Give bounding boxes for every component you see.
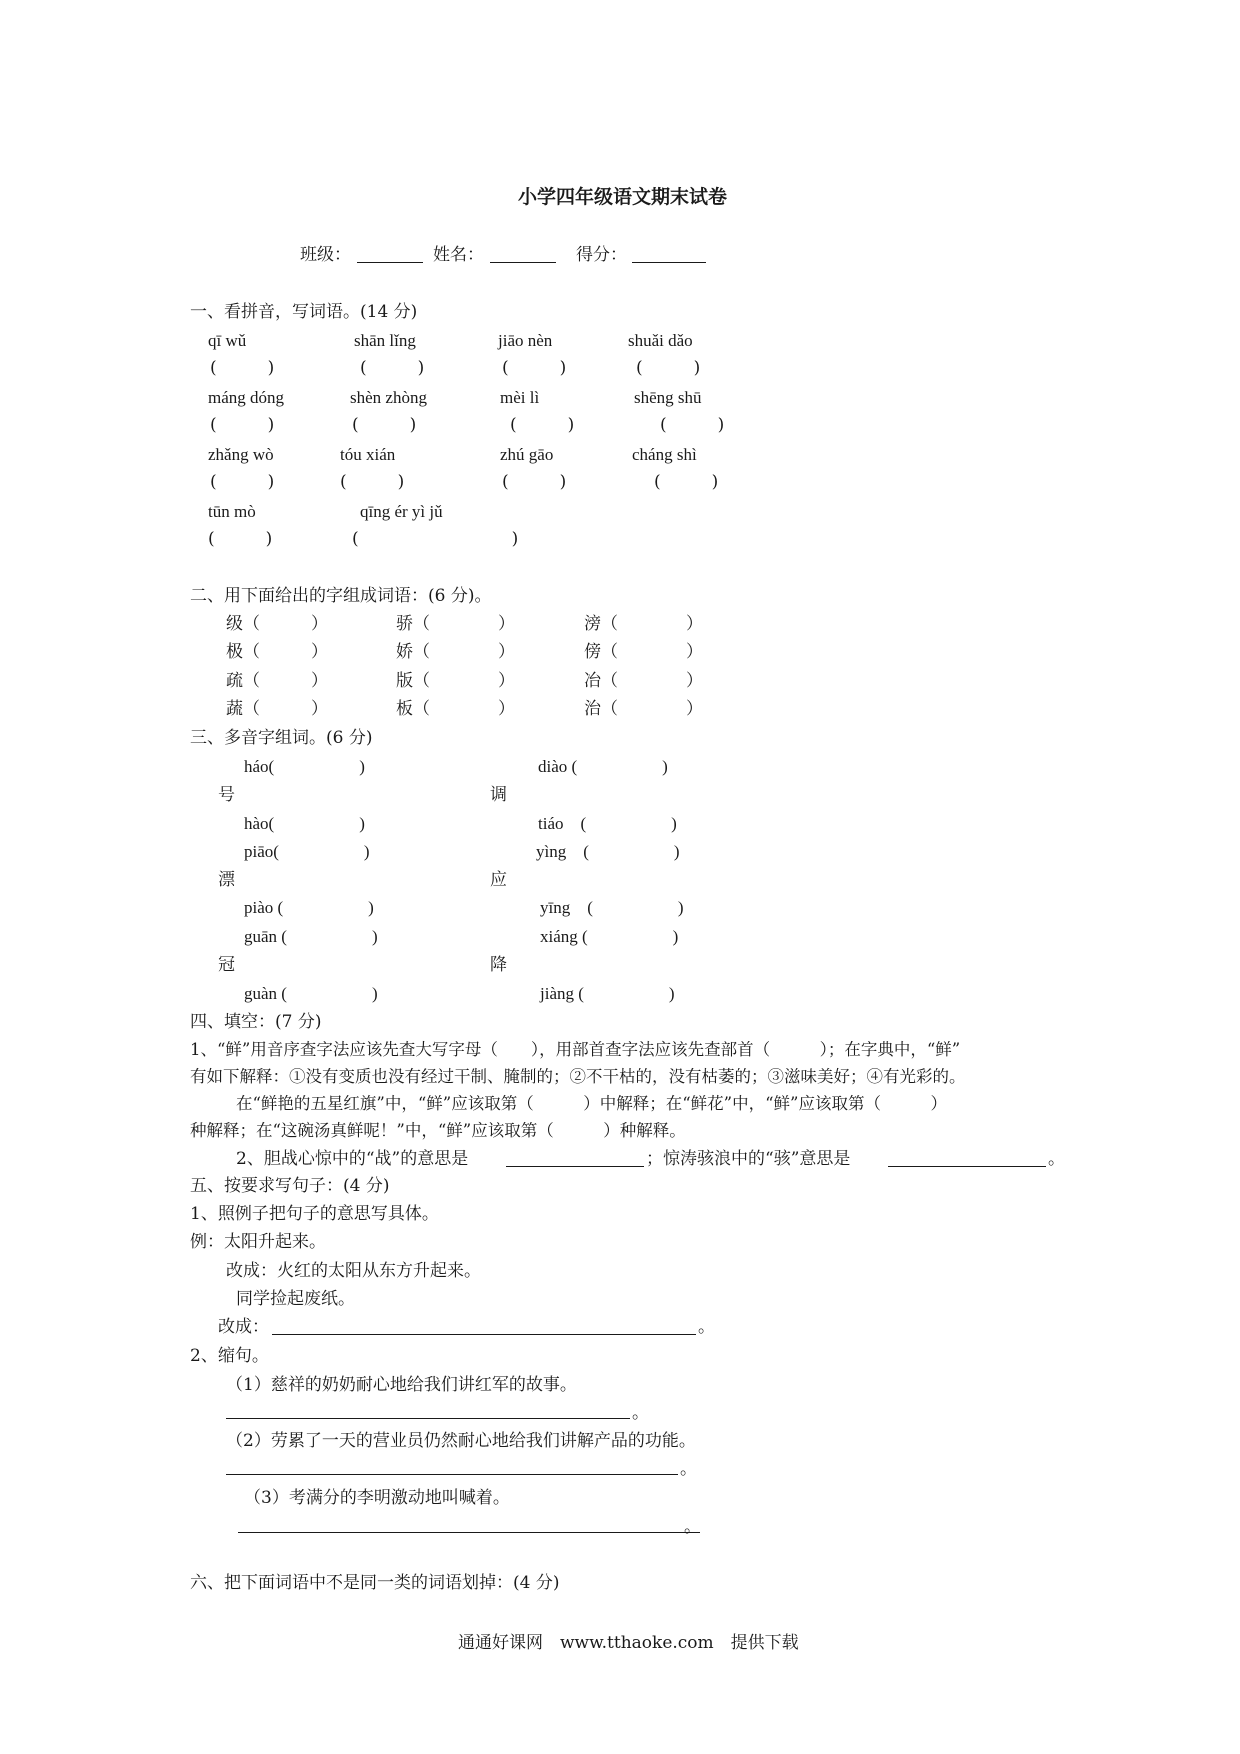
- polyphone-pinyin[interactable]: háo( ): [244, 757, 365, 776]
- answer-period: 。: [680, 1459, 697, 1479]
- pinyin-7: mèi lì: [500, 388, 540, 407]
- pinyin-9: zhǎng wò: [208, 445, 274, 464]
- shorten-answer-line-3[interactable]: [238, 1514, 700, 1533]
- polyphone-char: 冠: [218, 955, 235, 975]
- section-2-heading: 二、用下面给出的字组成词语：(6 分)。: [190, 586, 492, 606]
- polyphone-pinyin[interactable]: guān ( ): [244, 927, 378, 946]
- pinyin-11: zhú gāo: [500, 445, 554, 464]
- section-1-heading: 一、看拼音，写词语。(14 分): [190, 302, 418, 322]
- pinyin-8: shēng shū: [634, 388, 702, 407]
- sentence-question-2: 2、缩句。: [190, 1346, 269, 1366]
- fill-question-1-line-3: 在“鲜艳的五星红旗”中，“鲜”应该取第（ ）中解释；在“鲜花”中，“鲜”应该取第（ ）: [236, 1094, 947, 1113]
- answer-paren-2[interactable]: ( ): [360, 358, 425, 378]
- word-item[interactable]: 滂（ ）: [584, 614, 703, 634]
- polyphone-pinyin[interactable]: jiàng ( ): [540, 984, 675, 1003]
- answer-paren-13[interactable]: ( ): [208, 529, 273, 549]
- class-blank[interactable]: [357, 244, 423, 263]
- pinyin-12: cháng shì: [632, 445, 697, 464]
- polyphone-pinyin[interactable]: diào ( ): [538, 757, 668, 776]
- word-item[interactable]: 娇（ ）: [396, 642, 515, 662]
- polyphone-pinyin[interactable]: tiáo ( ): [538, 814, 677, 833]
- score-label: 得分：: [576, 245, 627, 265]
- shorten-answer-line-2[interactable]: [226, 1456, 678, 1475]
- answer-paren-9[interactable]: ( ): [210, 472, 275, 492]
- fill-question-1-line-4: 种解释；在“这碗汤真鲜呢！”中，“鲜”应该取第（ ）种解释。: [190, 1121, 686, 1140]
- word-item[interactable]: 板（ ）: [396, 699, 515, 719]
- answer-paren-1[interactable]: ( ): [210, 358, 275, 378]
- pinyin-1: qī wǔ: [208, 331, 247, 350]
- shorten-sentence-1: （1）慈祥的奶奶耐心地给我们讲红军的故事。: [226, 1375, 577, 1395]
- polyphone-char: 应: [490, 870, 507, 890]
- polyphone-pinyin[interactable]: piào ( ): [244, 898, 374, 917]
- answer-paren-3[interactable]: ( ): [502, 358, 567, 378]
- task-sentence: 同学捡起废纸。: [236, 1289, 355, 1309]
- answer-paren-11[interactable]: ( ): [502, 472, 567, 492]
- answer-label: 改成：: [218, 1317, 269, 1337]
- name-blank[interactable]: [490, 244, 556, 263]
- page-title: 小学四年级语文期末试卷: [518, 186, 728, 208]
- hai-meaning-blank[interactable]: [888, 1148, 1046, 1167]
- answer-paren-10[interactable]: ( ): [340, 472, 405, 492]
- answer-period: 。: [684, 1517, 701, 1537]
- word-item[interactable]: 治（ ）: [584, 699, 703, 719]
- pinyin-2: shān lǐng: [354, 331, 416, 350]
- example-sentence: 例：太阳升起来。: [190, 1232, 326, 1252]
- answer-period: 。: [632, 1403, 649, 1423]
- polyphone-char: 降: [490, 955, 507, 975]
- pinyin-5: máng dóng: [208, 388, 285, 407]
- class-label: 班级：: [300, 245, 351, 265]
- zhan-meaning-blank[interactable]: [506, 1148, 644, 1167]
- fill-question-1-line-1: 1、“鲜”用音序查字法应该先查大写字母（ ），用部首查字法应该先查部首（ ）；在字典中，“鲜”: [190, 1040, 961, 1059]
- section-4-heading: 四、填空：(7 分): [190, 1012, 322, 1032]
- pinyin-10: tóu xián: [340, 445, 396, 464]
- word-item[interactable]: 骄（ ）: [396, 614, 515, 634]
- rewrite-answer-line[interactable]: [272, 1316, 696, 1335]
- polyphone-pinyin[interactable]: guàn ( ): [244, 984, 378, 1003]
- word-item[interactable]: 级（ ）: [226, 614, 328, 634]
- score-blank[interactable]: [632, 244, 706, 263]
- answer-paren-8[interactable]: ( ): [660, 415, 725, 435]
- answer-paren-12[interactable]: ( ): [654, 472, 719, 492]
- pinyin-14: qīng ér yì jǔ: [360, 502, 443, 521]
- polyphone-char: 漂: [218, 870, 235, 890]
- fill-question-1-line-2: 有如下解释：①没有变质也没有经过干制、腌制的；②不干枯的，没有枯萎的；③滋味美好；④有光彩的。: [190, 1067, 966, 1086]
- answer-paren-4[interactable]: ( ): [636, 358, 701, 378]
- shorten-answer-line-1[interactable]: [226, 1400, 630, 1419]
- fill-question-2-part-2: ；惊涛骇浪中的“骇”意思是: [646, 1149, 851, 1169]
- pinyin-4: shuǎi dǎo: [628, 331, 693, 350]
- polyphone-pinyin[interactable]: yìng ( ): [536, 842, 680, 861]
- answer-paren-7[interactable]: ( ): [510, 415, 575, 435]
- polyphone-char: 号: [218, 785, 235, 805]
- shorten-sentence-3: （3）考满分的李明激动地叫喊着。: [244, 1488, 510, 1508]
- answer-paren-6[interactable]: ( ): [352, 415, 417, 435]
- word-item[interactable]: 冶（ ）: [584, 671, 703, 691]
- polyphone-pinyin[interactable]: yīng ( ): [540, 898, 684, 917]
- word-item[interactable]: 蔬（ ）: [226, 699, 328, 719]
- answer-period: 。: [698, 1317, 715, 1337]
- name-label: 姓名：: [433, 245, 484, 265]
- word-item[interactable]: 傍（ ）: [584, 642, 703, 662]
- page-footer: 通通好课网 www.tthaoke.com 提供下载: [458, 1633, 799, 1653]
- polyphone-pinyin[interactable]: hào( ): [244, 814, 365, 833]
- answer-paren-14[interactable]: ( ): [352, 529, 519, 549]
- shorten-sentence-2: （2）劳累了一天的营业员仍然耐心地给我们讲解产品的功能。: [226, 1431, 696, 1451]
- fill-question-2-period: 。: [1048, 1149, 1065, 1169]
- example-changed: 改成：火红的太阳从东方升起来。: [226, 1261, 481, 1281]
- polyphone-pinyin[interactable]: piāo( ): [244, 842, 370, 861]
- section-5-heading: 五、按要求写句子：(4 分): [190, 1176, 390, 1196]
- polyphone-char: 调: [490, 785, 507, 805]
- word-item[interactable]: 版（ ）: [396, 671, 515, 691]
- polyphone-pinyin[interactable]: xiáng ( ): [540, 927, 679, 946]
- pinyin-13: tūn mò: [208, 502, 256, 521]
- fill-question-2-part-1: 2、胆战心惊中的“战”的意思是: [236, 1149, 469, 1169]
- word-item[interactable]: 疏（ ）: [226, 671, 328, 691]
- section-6-heading: 六、把下面词语中不是同一类的词语划掉：(4 分): [190, 1573, 560, 1593]
- answer-paren-5[interactable]: ( ): [210, 415, 275, 435]
- word-item[interactable]: 极（ ）: [226, 642, 328, 662]
- section-3-heading: 三、多音字组词。(6 分): [190, 728, 373, 748]
- sentence-question-1: 1、照例子把句子的意思写具体。: [190, 1204, 439, 1224]
- pinyin-3: jiāo nèn: [498, 331, 553, 350]
- pinyin-6: shèn zhòng: [350, 388, 427, 407]
